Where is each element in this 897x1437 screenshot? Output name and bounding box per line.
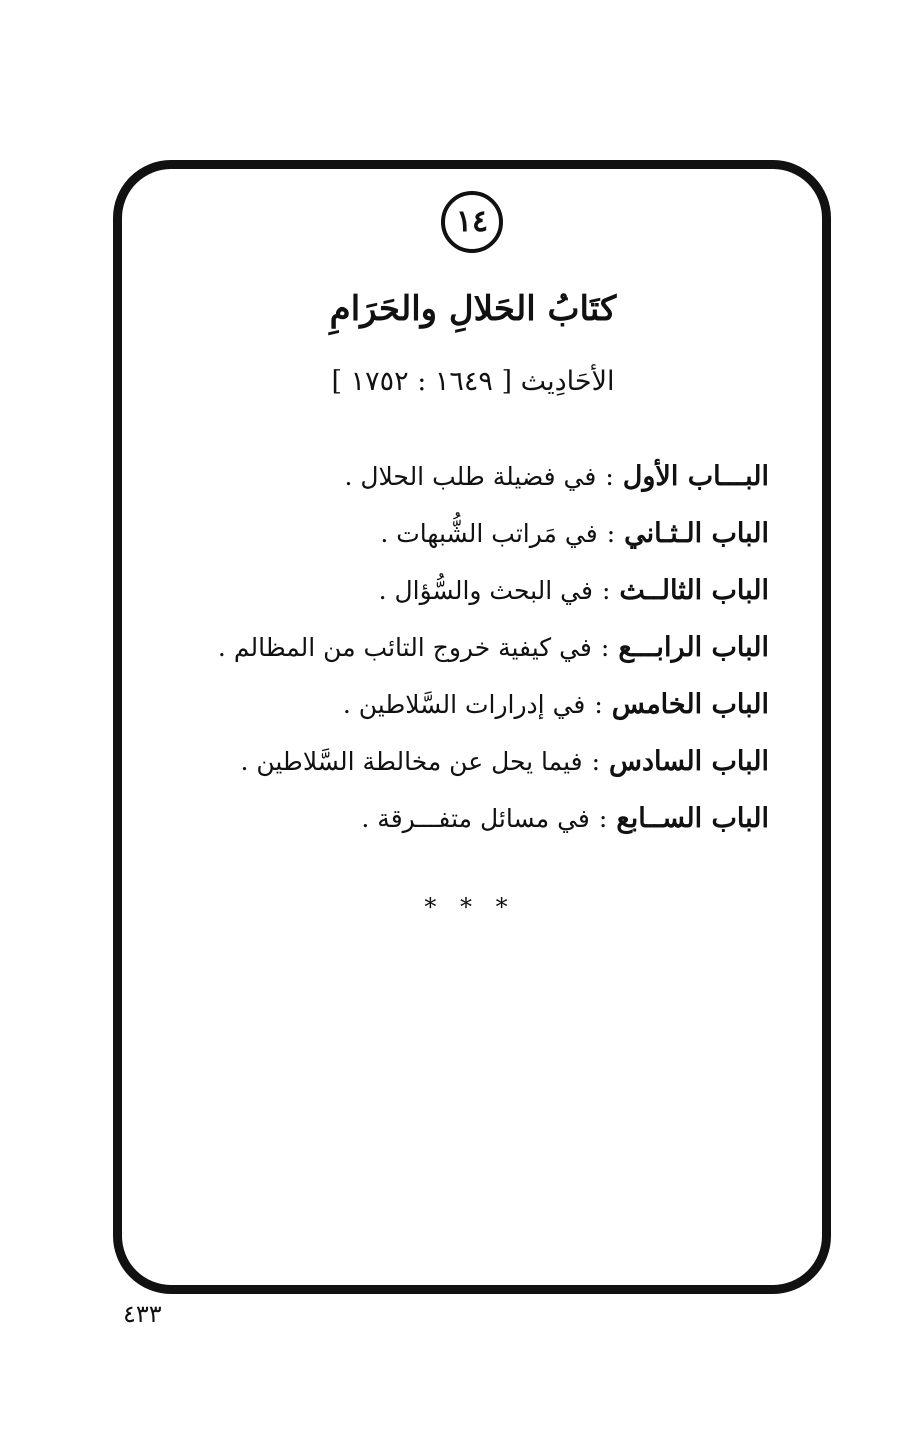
chapter-separator: : [594, 690, 603, 719]
chapter-separator: : [591, 747, 601, 776]
chapter-row [169, 790, 769, 847]
page-number: ٤٣٣ [123, 1300, 162, 1328]
hadith-range: الأحَادِيث [ ١٦٤٩ : ١٧٥٢ ] [331, 366, 615, 397]
chapter-separator: : [600, 633, 610, 662]
chapter-row [169, 562, 769, 619]
chapter-subject: في فضيلة طلب الحلال . [344, 462, 597, 491]
chapter-subject: في إدرارات السَّلاطين . [342, 690, 586, 719]
chapter-row [169, 448, 769, 505]
chapter-name: الباب الرابـــع [618, 632, 769, 663]
chapter-separator: : [606, 519, 616, 548]
chapter-row [169, 733, 769, 790]
chapter-number: ١٤ [455, 204, 489, 239]
chapter-name: الباب الســابع [616, 803, 769, 834]
chapter-name: الباب الخامس [611, 689, 769, 720]
chapter-subject: في مَراتب الشُّبهات . [380, 519, 598, 548]
chapter-subject: في مسائل متفـــرقة . [361, 804, 590, 833]
section-separator-stars: * * * [424, 893, 516, 921]
chapter-name: الباب الـثـاني [624, 518, 769, 549]
chapter-list [169, 448, 769, 847]
chapter-subject: فيما يحل عن مخالطة السَّلاطين . [240, 747, 583, 776]
chapter-name: الباب السادس [609, 746, 769, 777]
chapter-subject: في البحث والسُّؤال . [378, 576, 593, 605]
chapter-row [169, 619, 769, 676]
book-title: كتَابُ الحَلالِ والحَرَامِ [329, 289, 617, 329]
chapter-name: الباب الثالــث [619, 575, 769, 606]
chapter-row [169, 676, 769, 733]
chapter-separator: : [605, 462, 614, 491]
chapter-name: البـــاب الأول [622, 461, 769, 492]
chapter-separator: : [598, 804, 608, 833]
chapter-number-badge [441, 191, 503, 253]
chapter-subject: في كيفية خروج التائب من المظالم . [217, 633, 592, 662]
chapter-row [169, 505, 769, 562]
chapter-separator: : [601, 576, 611, 605]
